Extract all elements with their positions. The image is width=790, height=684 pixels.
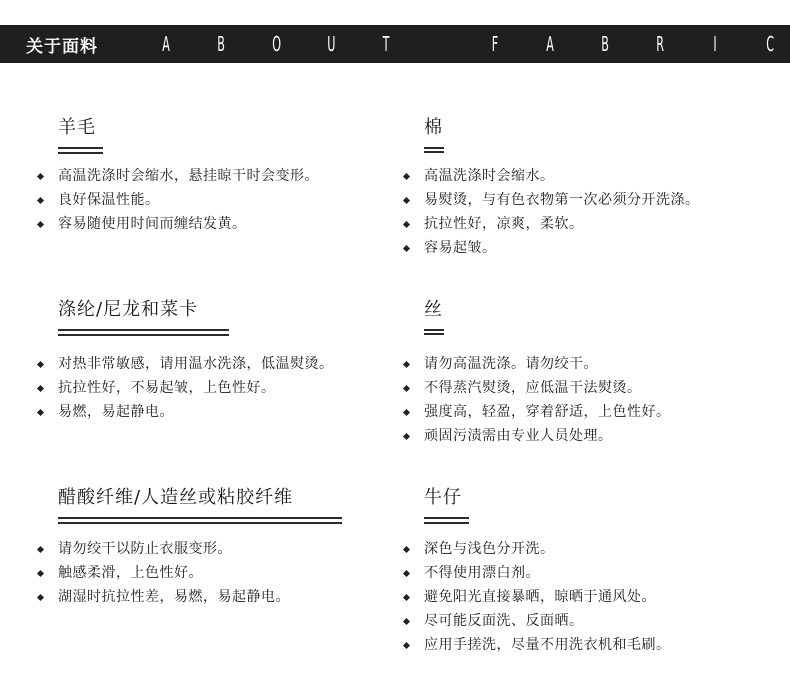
title-underline: [424, 147, 444, 153]
header-letter: B: [601, 32, 610, 56]
section-title: 羊毛: [58, 117, 96, 138]
header-letter: B: [217, 32, 225, 56]
title-underline: [424, 329, 444, 335]
bullet-list: [0, 352, 790, 448]
list-item: 容易随使用时间而缠结发黄。: [0, 212, 395, 236]
header-title-en: [160, 31, 776, 57]
list-item: 深色与浅色分开洗。: [0, 537, 790, 561]
header-letter: C: [766, 32, 775, 56]
header-letter: R: [656, 32, 665, 56]
list-item: 强度高，轻盈，穿着舒适，上色性好。: [0, 400, 790, 424]
header-title-cn: 关于面料: [26, 37, 98, 57]
list-item: 请勿绞干以防止衣服变形。: [0, 537, 395, 561]
section-title: 醋酸纤维/人造丝或粘胶纤维: [58, 487, 294, 508]
title-underline: [58, 147, 103, 154]
list-item: 不得蒸汽熨烫，应低温干法熨烫。: [0, 376, 790, 400]
list-item: 抗拉性好，不易起皱，上色性好。: [0, 376, 395, 400]
bullet-list: [0, 164, 790, 260]
title-underline: [58, 329, 229, 336]
list-item: 对热非常敏感，请用温水洗涤，低温熨烫。: [0, 352, 395, 376]
title-underline: [58, 517, 342, 524]
section-title: 牛仔: [424, 487, 462, 508]
header-letter: U: [326, 32, 336, 56]
list-item: 应用手搓洗，尽量不用洗衣机和毛刷。: [0, 633, 790, 657]
list-item: 良好保温性能。: [0, 188, 395, 212]
bullet-list: [0, 537, 790, 657]
section-header: [58, 299, 229, 336]
section-header: [58, 487, 342, 524]
header-letter: I: [713, 32, 717, 56]
header-letter: [437, 31, 444, 57]
header-letter: F: [492, 32, 499, 56]
list-item: 容易起皱。: [0, 236, 790, 260]
section-title: 涤纶/尼龙和菜卡: [58, 299, 199, 320]
section-header: [424, 117, 444, 153]
section-header: [424, 487, 469, 524]
header-banner: [0, 25, 790, 63]
section-header: [424, 299, 444, 335]
list-item: 尽可能反面洗、反面晒。: [0, 609, 790, 633]
list-item: 高温洗涤时会缩水。: [0, 164, 790, 188]
section-title: 丝: [424, 299, 443, 320]
header-letter: T: [382, 32, 390, 56]
header-letter: O: [272, 32, 281, 56]
list-item: 避免阳光直接暴晒，晾晒于通风处。: [0, 585, 790, 609]
header-letter: A: [546, 32, 555, 56]
list-item: 高温洗涤时会缩水，悬挂晾干时会变形。: [0, 164, 395, 188]
list-item: 易燃，易起静电。: [0, 400, 395, 424]
list-item: 湖湿时抗拉性差，易燃，易起静电。: [0, 585, 395, 609]
header-letter: A: [162, 32, 170, 56]
list-item: 顽固污渍需由专业人员处理。: [0, 424, 790, 448]
section-header: [58, 117, 103, 154]
title-underline: [424, 517, 469, 524]
list-item: 抗拉性好，凉爽，柔软。: [0, 212, 790, 236]
section-title: 棉: [424, 117, 443, 138]
list-item: 请勿高温洗涤。请勿绞干。: [0, 352, 790, 376]
list-item: 触感柔滑，上色性好。: [0, 561, 395, 585]
list-item: 不得使用漂白剂。: [0, 561, 790, 585]
list-item: 易熨烫，与有色衣物第一次必须分开洗涤。: [0, 188, 790, 212]
